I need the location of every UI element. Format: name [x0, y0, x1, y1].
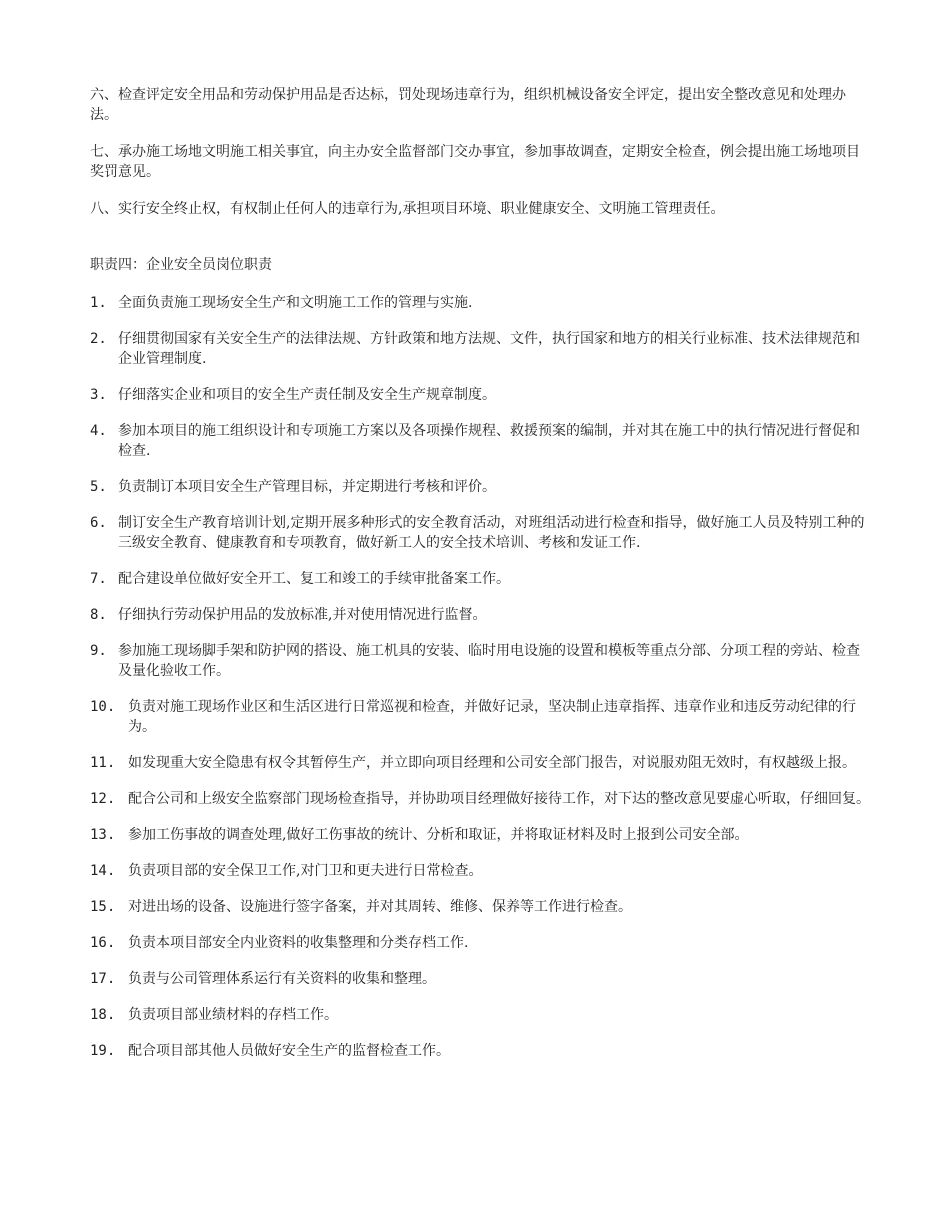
list-item-text: 负责对施工现场作业区和生活区进行日常巡视和检查，并做好记录，坚决制止违章指挥、违章作业和违反劳动纪律的行为。 — [128, 699, 856, 735]
list-item — [90, 641, 870, 681]
list-item-text: 参加施工现场脚手架和防护网的搭设、施工机具的安装、临时用电设施的设置和模板等重点分部、分项工程的旁站、检查及量化验收工作。 — [118, 643, 860, 679]
duties-list — [90, 293, 870, 1061]
list-item-text: 仔细执行劳动保护用品的发放标准,并对使用情况进行监督。 — [118, 607, 487, 623]
list-item — [90, 969, 870, 989]
list-item-number: 7. — [90, 571, 107, 587]
list-item — [90, 789, 870, 809]
list-item — [90, 933, 870, 953]
list-item-number: 2. — [90, 331, 107, 347]
list-item — [90, 1005, 870, 1025]
list-item-number: 4. — [90, 423, 107, 439]
list-item — [90, 569, 870, 589]
list-item — [90, 329, 870, 369]
list-item-number: 16. — [90, 935, 116, 951]
list-item-number: 17. — [90, 971, 116, 987]
list-item — [90, 1041, 870, 1061]
list-item-text: 配合建设单位做好安全开工、复工和竣工的手续审批备案工作。 — [118, 571, 510, 587]
list-item-text: 制订安全生产教育培训计划,定期开展多种形式的安全教育活动，对班组活动进行检查和指导，做好施工人员及特别工种的三级安全教育、健康教育和专项教育，做好新工人的安全技术培训、考核和发证工作. — [118, 515, 865, 551]
list-item — [90, 753, 870, 773]
section-title: 职责四：企业安全员岗位职责 — [90, 257, 272, 273]
list-item — [90, 861, 870, 881]
list-item-number: 15. — [90, 899, 116, 915]
list-item — [90, 293, 870, 313]
list-item — [90, 697, 870, 737]
list-item-text: 参加工伤事故的调查处理,做好工伤事故的统计、分析和取证，并将取证材料及时上报到公司安全部。 — [128, 827, 749, 843]
list-item-text: 负责项目部的安全保卫工作,对门卫和更夫进行日常检查。 — [128, 863, 483, 879]
list-item — [90, 421, 870, 461]
list-item-text: 如发现重大安全隐患有权令其暂停生产，并立即向项目经理和公司安全部门报告，对说服劝阻无效时，有权越级上报。 — [128, 755, 856, 771]
list-item-number: 1. — [90, 295, 107, 311]
list-item — [90, 897, 870, 917]
list-item-text: 配合公司和上级安全监察部门现场检查指导，并协助项目经理做好接待工作，对下达的整改意见要虚心听取，仔细回复。 — [128, 791, 870, 807]
list-item-text: 负责本项目部安全内业资料的收集整理和分类存档工作. — [128, 935, 469, 951]
list-item-text: 仔细贯彻国家有关安全生产的法律法规、方针政策和地方法规、文件，执行国家和地方的相关行业标准、技术法律规范和企业管理制度. — [118, 331, 860, 367]
list-item-text: 负责制订本项目安全生产管理目标，并定期进行考核和评价。 — [118, 479, 496, 495]
list-item-number: 19. — [90, 1043, 116, 1059]
list-item-number: 11. — [90, 755, 116, 771]
list-item — [90, 605, 870, 625]
intro-section — [90, 85, 870, 219]
list-item — [90, 477, 870, 497]
list-item-text: 全面负责施工现场安全生产和文明施工工作的管理与实施. — [118, 295, 473, 311]
list-item-number: 18. — [90, 1007, 116, 1023]
list-item — [90, 385, 870, 405]
list-item-number: 5. — [90, 479, 107, 495]
document-page — [90, 85, 870, 1077]
list-item-number: 12. — [90, 791, 116, 807]
list-item-text: 参加本项目的施工组织设计和专项施工方案以及各项操作规程、救援预案的编制，并对其在施工中的执行情况进行督促和检查. — [118, 423, 860, 459]
list-item-number: 14. — [90, 863, 116, 879]
list-item-text: 对进出场的设备、设施进行签字备案，并对其周转、维修、保养等工作进行检查。 — [128, 899, 632, 915]
list-item-number: 10. — [90, 699, 116, 715]
list-item-text: 仔细落实企业和项目的安全生产责任制及安全生产规章制度。 — [118, 387, 496, 403]
list-item-number: 13. — [90, 827, 116, 843]
list-item-text: 负责与公司管理体系运行有关资料的收集和整理。 — [128, 971, 436, 987]
list-item — [90, 513, 870, 553]
paragraph-seven: 七、承办施工场地文明施工相关事宜，向主办安全监督部门交办事宜，参加事故调查，定期安全检查，例会提出施工场地项目奖罚意见。 — [90, 144, 860, 180]
list-item — [90, 825, 870, 845]
paragraph-six: 六、检查评定安全用品和劳动保护用品是否达标，罚处现场违章行为，组织机械设备安全评定，提出安全整改意见和处理办法。 — [90, 87, 846, 123]
list-item-number: 3. — [90, 387, 107, 403]
list-item-number: 9. — [90, 643, 107, 659]
list-item-number: 8. — [90, 607, 107, 623]
list-item-text: 配合项目部其他人员做好安全生产的监督检查工作。 — [128, 1043, 450, 1059]
list-item-text: 负责项目部业绩材料的存档工作。 — [128, 1007, 338, 1023]
list-item-number: 6. — [90, 515, 107, 531]
paragraph-eight: 八、实行安全终止权，有权制止任何人的违章行为,承担项目环境、职业健康安全、文明施工管理责任。 — [90, 201, 725, 217]
